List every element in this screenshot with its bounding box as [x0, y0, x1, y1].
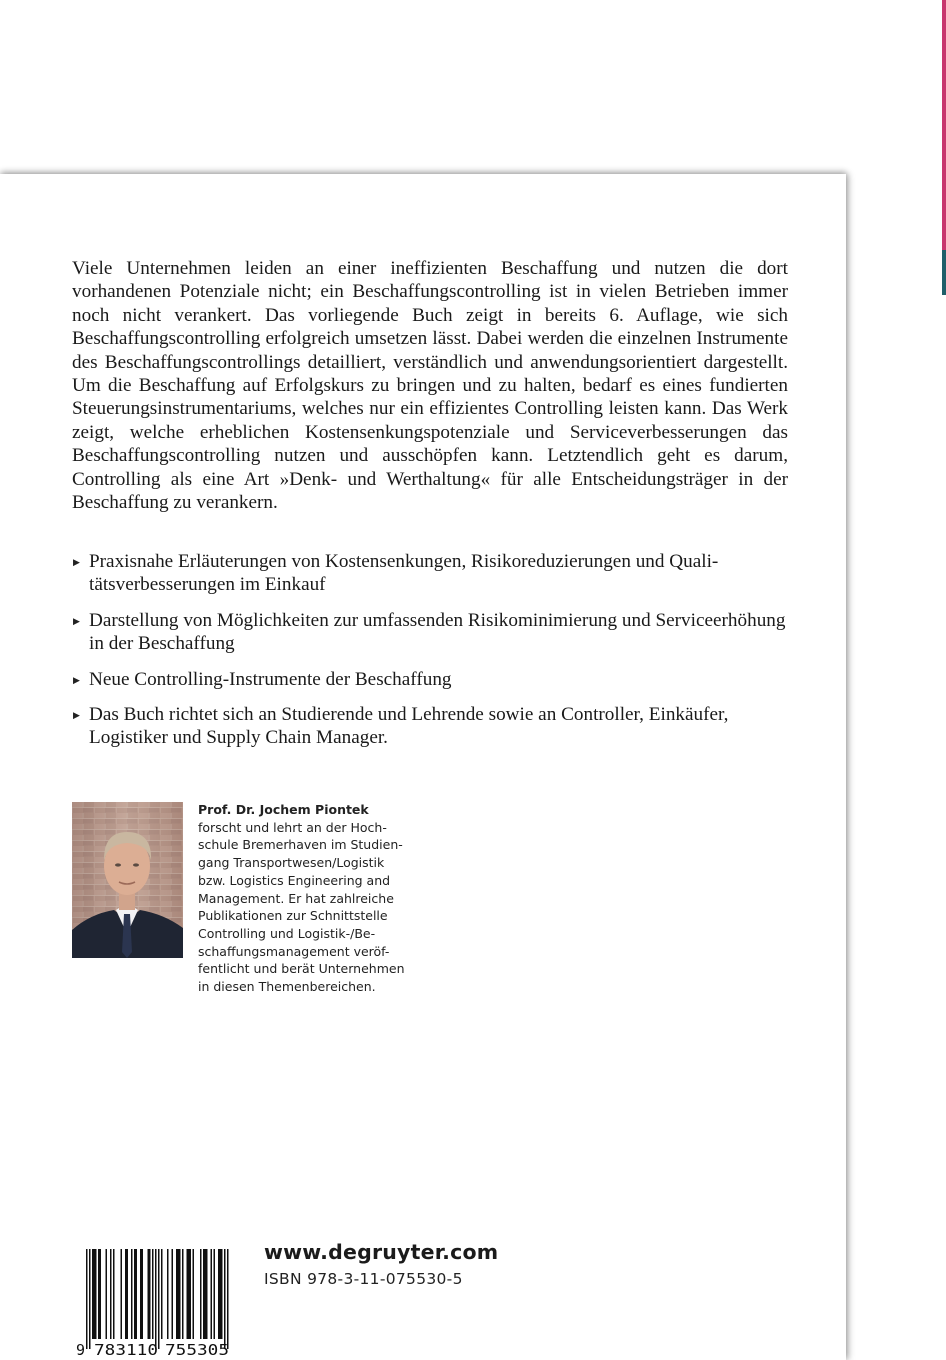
- feature-text: Neue Controlling-Instrumente der Beschaffung: [89, 668, 452, 690]
- barcode-bar: [106, 1249, 108, 1339]
- barcode-bar: [187, 1249, 189, 1339]
- author-name: Prof. Dr. Jochem Piontek: [198, 802, 369, 817]
- barcode-bar: [172, 1249, 174, 1339]
- barcode-bar: [205, 1249, 207, 1339]
- barcode-bar: [214, 1249, 216, 1339]
- feature-list: [72, 550, 788, 762]
- barcode-bar: [134, 1249, 136, 1339]
- barcode-bar: [152, 1249, 154, 1339]
- edge-accent-teal: [942, 250, 946, 295]
- back-cover: [0, 174, 846, 1360]
- feature-text: Praxisnahe Erläuterungen von Kostensenkungen, Risikoreduzierungen und Qualitätsverbesserungen im Einkauf: [89, 551, 719, 596]
- triangle-bullet-icon: ▶: [73, 710, 80, 721]
- barcode-bar: [110, 1249, 112, 1339]
- barcode-bar: [155, 1249, 157, 1349]
- barcode-bar: [176, 1249, 178, 1339]
- barcode-bar: [113, 1249, 115, 1339]
- barcode-bar: [190, 1249, 192, 1339]
- barcode-right-digits: 755305: [165, 1341, 229, 1359]
- barcode-bar: [158, 1249, 160, 1349]
- barcode-bar: [89, 1249, 91, 1349]
- barcode-bar: [220, 1249, 222, 1339]
- triangle-bullet-icon: ▶: [73, 674, 80, 685]
- barcode-bar: [94, 1249, 96, 1339]
- barcode-bar: [227, 1249, 229, 1349]
- barcode-bar: [131, 1249, 133, 1339]
- edge-accent-pink: [942, 0, 946, 250]
- barcode-bar: [136, 1249, 138, 1339]
- author-photo: [72, 802, 183, 958]
- feature-text: Das Buch richtet sich an Studierende und Lehrende sowie an Controller, Einkäufer, Logistiker und Supply Chain Manager.: [89, 704, 729, 749]
- barcode-first-digit: 9: [76, 1341, 86, 1359]
- barcode-bar: [182, 1249, 184, 1339]
- author-info: [198, 801, 438, 996]
- barcode-bar: [161, 1249, 163, 1339]
- barcode-bar: [142, 1249, 144, 1339]
- barcode-bar: [179, 1249, 181, 1339]
- barcode-bar: [148, 1249, 150, 1339]
- barcode-bar: [92, 1249, 94, 1339]
- feature-item: [72, 609, 788, 656]
- barcode-bar: [127, 1249, 129, 1339]
- barcode-bar: [121, 1249, 123, 1339]
- barcode-bar: [221, 1249, 223, 1339]
- feature-item: [72, 550, 788, 597]
- barcode-bar: [178, 1249, 180, 1339]
- barcode-bar: [193, 1249, 195, 1339]
- triangle-bullet-icon: ▶: [73, 557, 80, 567]
- barcode-bar: [211, 1249, 213, 1339]
- isbn-number: ISBN 978-3-11-075530-5: [264, 1270, 463, 1288]
- barcode-bar: [188, 1249, 190, 1339]
- isbn-barcode: [72, 1249, 237, 1359]
- barcode-bar: [206, 1249, 208, 1339]
- barcode-bar: [98, 1249, 100, 1339]
- triangle-bullet-icon: ▶: [73, 615, 80, 626]
- barcode-bar: [95, 1249, 97, 1339]
- feature-item: [72, 668, 788, 691]
- barcode-bar: [203, 1249, 205, 1339]
- publisher-info: [264, 1240, 498, 1288]
- barcode-bar: [86, 1249, 88, 1349]
- barcode-bars: [86, 1249, 229, 1349]
- barcode-bar: [149, 1249, 151, 1339]
- blurb-paragraph: Viele Unternehmen leiden an einer ineffizienten Beschaffung und nutzen die dort vorhandenen Potenziale nicht; ein Beschaffungscontrolling ist in vielen Betrieben immer noch nicht verankert. Das vorliegende Buch zeigt in bereits 6. Auflage, wie sich Beschaffungscontrolling erfolgreich umsetzen lässt. Dabei werden die einzelnen Instrumente des Beschaffungscontrollings detailliert, verständlich und anwendungsorientiert dargestellt. Um die Beschaffung auf Erfolgskurs zu bringen und zu halten, bedarf es eines fundierten Steuerungsinstrumentariums, welches nur ein effizientes Controlling leisten kann. Das Werk zeigt, welche erheblichen Kostensenkungspotenziale und Serviceverbesserungen das Beschaffungscontrolling nutzen und ausschöpfen kann. Letztendlich geht es darum, Controlling als eine Art »Denk- und Werthaltung« für alle Entscheidungsträger in der Beschaffung zu verankern.: [72, 258, 788, 514]
- author-bio: forscht und lehrt an der Hoch- schule Bremerhaven im Studien- gang Transportwesen/Logistik bzw. Logistics Engineering and Management. Er hat zahlreiche Publikationen zur Schnittstelle Controlling und Logistik-/Be- schaffungsmanagement veröf- fentlicht und berät Unternehmen in diesen Themenbereichen.: [198, 819, 405, 995]
- barcode-bar: [218, 1249, 220, 1339]
- publisher-website[interactable]: www.degruyter.com: [264, 1240, 499, 1264]
- barcode-bar: [125, 1249, 127, 1339]
- barcode-left-digits: 783110: [94, 1341, 158, 1359]
- feature-text: Darstellung von Möglichkeiten zur umfassenden Risikominimierung und Serviceerhöhung in der Beschaffung: [89, 609, 786, 655]
- barcode-bar: [200, 1249, 202, 1339]
- barcode-bar: [167, 1249, 169, 1339]
- feature-item: [72, 703, 788, 750]
- barcode-bar: [140, 1249, 142, 1339]
- barcode-bar: [224, 1249, 226, 1349]
- barcode-bar: [100, 1249, 102, 1339]
